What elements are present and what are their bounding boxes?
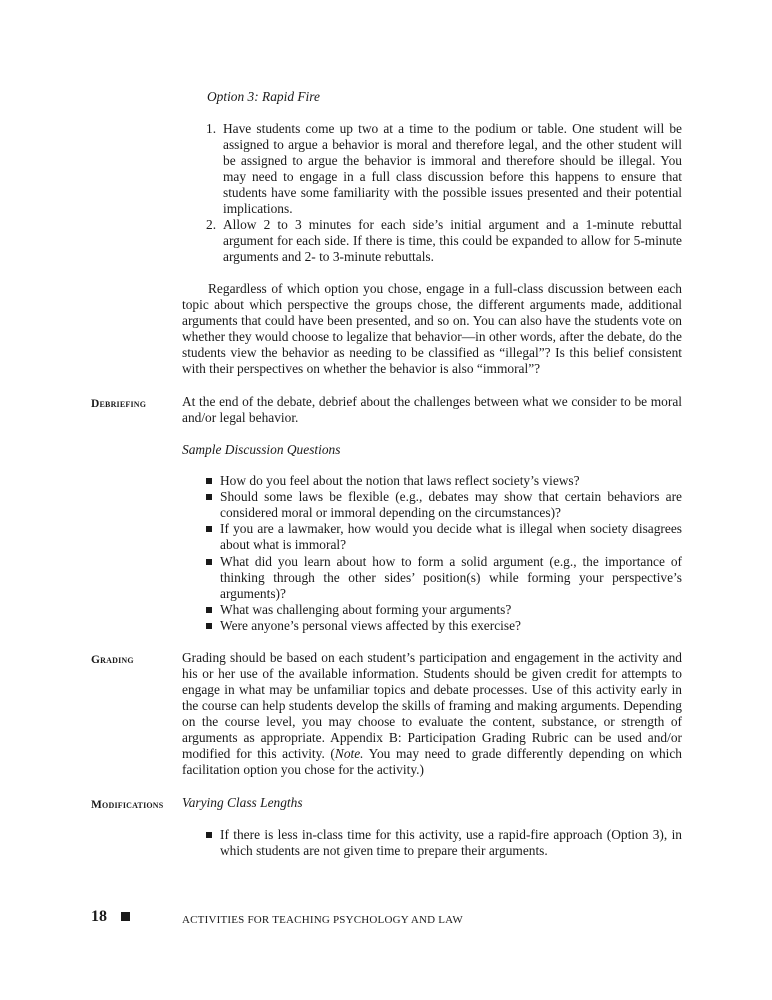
bullet-icon <box>206 832 212 838</box>
option3-item-1 <box>206 121 682 217</box>
bullet-icon <box>206 623 212 629</box>
modifications-label: Modifications <box>91 799 164 811</box>
item-text: Have students come up two at a time to the podium or table. One student will be assigned to argue a behavior is moral and therefore legal, and the other student will be assigned to argue the behavior is immoral and therefore should be illegal. You may need to engage in a full class discussion before this happens to ensure that students have some familiarity with the possible issues presented and their potential implications. <box>223 121 682 216</box>
list-item: How do you feel about the notion that laws reflect society’s views? <box>206 473 682 489</box>
bullet-icon <box>206 607 212 613</box>
debriefing-text: At the end of the debate, debrief about the challenges between what we consider to be moral and/or legal behavior. <box>182 394 682 425</box>
modifications-subheading: Varying Class Lengths <box>182 795 303 810</box>
page-number: 18 <box>91 908 107 925</box>
list-item: If there is less in-class time for this activity, use a rapid-fire approach (Option 3), in which students are not given time to prepare their arguments. <box>206 827 682 859</box>
bullet-icon <box>206 494 212 500</box>
list-item: What did you learn about how to form a solid argument (e.g., the importance of thinking through the other sides’ position(s) while forming your perspective’s arguments)? <box>206 554 682 602</box>
grading-label: Grading <box>91 654 134 666</box>
bullet-icon <box>206 526 212 532</box>
note-label: Note. <box>334 746 364 761</box>
item-number: 2. <box>206 217 217 232</box>
debriefing-label: Debriefing <box>91 398 147 410</box>
option3-paragraph: Regardless of which option you chose, engage in a full-class discussion between each topic about which perspective the groups chose, the different arguments made, additional arguments that could have been presented, and so on. You can also have the students vote on whether they would choose to legalize that behavior—in other words, after the debate, do the students view the behavior as needing to be classified as “illegal”? Is this belief consistent with their perspectives on whether the behavior is also “immoral”? <box>182 281 682 376</box>
bullet-icon <box>206 478 212 484</box>
bullet-icon <box>206 559 212 565</box>
grading-text: Grading should be based on each student’s participation and engagement in the activity and his or her use of the available information. Students should be given credit for attempts to engage in what may be unfamiliar topics and debate processes. Use of this activity early in the course can help students develop the skills of framing and making arguments. Depending on the course level, you may choose to evaluate the content, substance, or strength of arguments as appropriate. Appendix B: Participation Grading Rubric can be used and/or modified for this activity. (Note. You may need to grade differently depending on which facilitation option you chose for the activity.) <box>182 650 682 777</box>
option3-item-2 <box>206 217 682 265</box>
list-item: What was challenging about forming your arguments? <box>206 602 682 618</box>
option3-heading: Option 3: Rapid Fire <box>207 89 320 104</box>
item-number: 1. <box>206 121 217 136</box>
list-item: Were anyone’s personal views affected by this exercise? <box>206 618 682 634</box>
square-icon <box>121 912 130 921</box>
list-item: If you are a lawmaker, how would you decide what is illegal when society disagrees about what is immoral? <box>206 521 682 553</box>
item-text: Allow 2 to 3 minutes for each side’s initial argument and a 1-minute rebuttal argument for each side. If there is time, this could be expanded to allow for 5-minute arguments and 2- to 3-minute rebuttals. <box>223 217 682 264</box>
debriefing-subheading: Sample Discussion Questions <box>182 442 341 457</box>
list-item: Should some laws be flexible (e.g., debates may show that certain behaviors are considered moral or immoral depending on the circumstances)? <box>206 489 682 521</box>
running-footer-title: ACTIVITIES FOR TEACHING PSYCHOLOGY AND LAW <box>182 914 463 926</box>
